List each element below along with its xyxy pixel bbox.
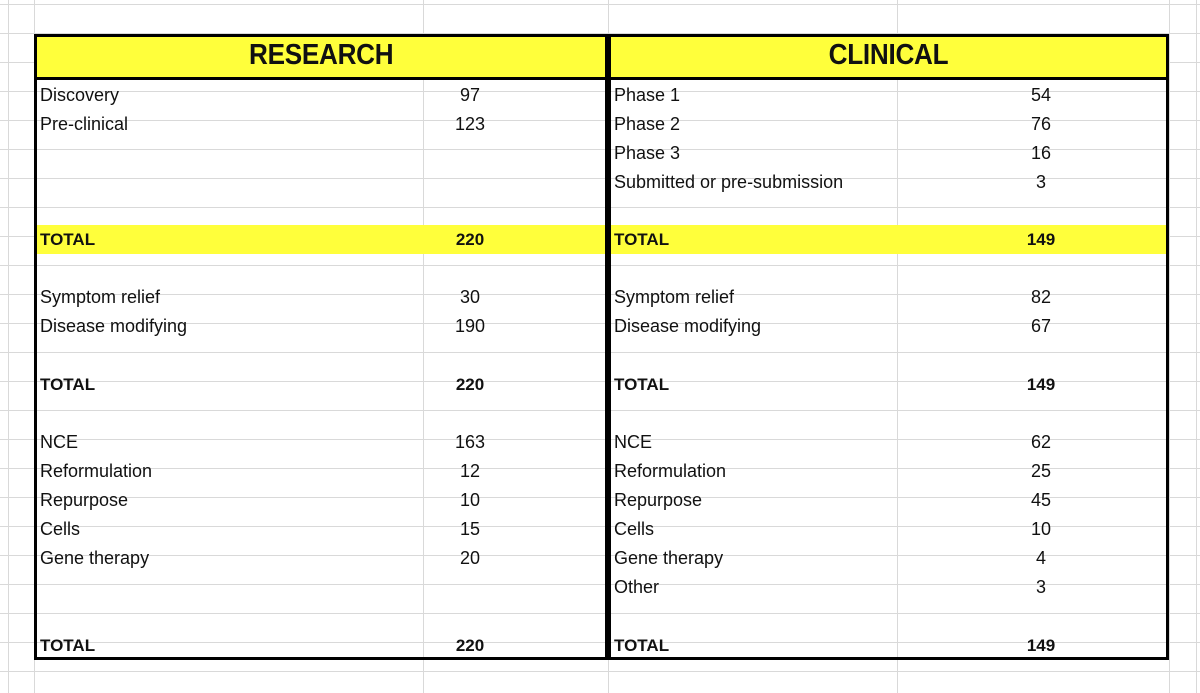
clinical-row-nce[interactable] xyxy=(611,428,1166,457)
row-value: 123 xyxy=(454,114,486,134)
gridline xyxy=(1196,0,1197,693)
total-value: 149 xyxy=(1026,374,1056,394)
total-value: 220 xyxy=(455,374,485,394)
row-label: NCE xyxy=(40,432,79,452)
row-value: 97 xyxy=(459,85,481,105)
total-label: TOTAL xyxy=(40,635,96,655)
row-value: 10 xyxy=(459,490,481,510)
row-label: Other xyxy=(614,577,660,597)
total-value: 149 xyxy=(1026,635,1056,655)
research-row-repurpose[interactable] xyxy=(37,486,605,515)
research-row-preclinical[interactable] xyxy=(37,110,605,139)
row-label: Phase 2 xyxy=(614,114,681,134)
clinical-row-symptom-relief[interactable] xyxy=(611,283,1166,312)
row-value: 190 xyxy=(454,316,486,336)
total-label: TOTAL xyxy=(614,635,670,655)
research-panel xyxy=(34,34,608,660)
research-row-reformulation[interactable] xyxy=(37,457,605,486)
row-value: 82 xyxy=(1030,287,1052,307)
gridline xyxy=(0,671,1200,672)
row-label: Pre-clinical xyxy=(40,114,129,134)
row-label: Phase 3 xyxy=(614,143,681,163)
row-label: Gene therapy xyxy=(40,548,150,568)
row-label: Symptom relief xyxy=(614,287,735,307)
row-label: NCE xyxy=(614,432,653,452)
row-label: Submitted or pre-submission xyxy=(614,172,844,192)
total-value: 220 xyxy=(455,635,485,655)
clinical-row-disease-modifying[interactable] xyxy=(611,312,1166,341)
row-label: Repurpose xyxy=(614,490,703,510)
total-label: TOTAL xyxy=(614,229,670,249)
clinical-row-submitted[interactable] xyxy=(611,168,1166,197)
row-label: Reformulation xyxy=(40,461,153,481)
row-value: 12 xyxy=(459,461,481,481)
research-effect-total-row[interactable] xyxy=(37,370,605,399)
research-header: RESEARCH xyxy=(34,34,608,80)
total-label: TOTAL xyxy=(40,229,96,249)
research-row-symptom-relief[interactable] xyxy=(37,283,605,312)
research-modality-total-row[interactable] xyxy=(37,631,605,660)
clinical-row-cells[interactable] xyxy=(611,515,1166,544)
clinical-modality-total-row[interactable] xyxy=(611,631,1166,660)
row-label: Phase 1 xyxy=(614,85,681,105)
gridline xyxy=(1169,0,1170,693)
total-label: TOTAL xyxy=(40,374,96,394)
row-value: 20 xyxy=(459,548,481,568)
gridline xyxy=(0,4,1200,5)
row-label: Cells xyxy=(40,519,81,539)
row-value: 3 xyxy=(1035,172,1046,192)
clinical-row-repurpose[interactable] xyxy=(611,486,1166,515)
research-row-gene-therapy[interactable] xyxy=(37,544,605,573)
clinical-row-phase-1[interactable] xyxy=(611,81,1166,110)
clinical-header: CLINICAL xyxy=(608,34,1169,80)
total-value: 220 xyxy=(455,229,485,249)
research-row-disease-modifying[interactable] xyxy=(37,312,605,341)
research-row-nce[interactable] xyxy=(37,428,605,457)
research-row-discovery[interactable] xyxy=(37,81,605,110)
row-value: 25 xyxy=(1030,461,1052,481)
total-value: 149 xyxy=(1026,229,1056,249)
row-label: Cells xyxy=(614,519,655,539)
row-label: Disease modifying xyxy=(40,316,188,336)
clinical-row-phase-2[interactable] xyxy=(611,110,1166,139)
research-row-cells[interactable] xyxy=(37,515,605,544)
row-value: 30 xyxy=(459,287,481,307)
clinical-panel xyxy=(608,34,1169,660)
clinical-row-other[interactable] xyxy=(611,573,1166,602)
row-value: 62 xyxy=(1030,432,1052,452)
clinical-effect-total-row[interactable] xyxy=(611,370,1166,399)
row-label: Discovery xyxy=(40,85,120,105)
row-label: Gene therapy xyxy=(614,548,724,568)
row-label: Reformulation xyxy=(614,461,727,481)
row-value: 67 xyxy=(1030,316,1052,336)
row-value: 4 xyxy=(1035,548,1046,568)
clinical-row-reformulation[interactable] xyxy=(611,457,1166,486)
row-label: Disease modifying xyxy=(614,316,762,336)
row-value: 16 xyxy=(1030,143,1052,163)
clinical-stage-total-row[interactable] xyxy=(611,225,1166,254)
row-value: 3 xyxy=(1035,577,1046,597)
clinical-row-phase-3[interactable] xyxy=(611,139,1166,168)
row-value: 15 xyxy=(459,519,481,539)
row-value: 76 xyxy=(1030,114,1052,134)
gridline xyxy=(8,0,9,693)
total-label: TOTAL xyxy=(614,374,670,394)
row-value: 163 xyxy=(454,432,486,452)
row-label: Repurpose xyxy=(40,490,129,510)
research-stage-total-row[interactable] xyxy=(37,225,605,254)
row-value: 10 xyxy=(1030,519,1052,539)
row-label: Symptom relief xyxy=(40,287,161,307)
row-value: 45 xyxy=(1030,490,1052,510)
clinical-row-gene-therapy[interactable] xyxy=(611,544,1166,573)
row-value: 54 xyxy=(1030,85,1052,105)
